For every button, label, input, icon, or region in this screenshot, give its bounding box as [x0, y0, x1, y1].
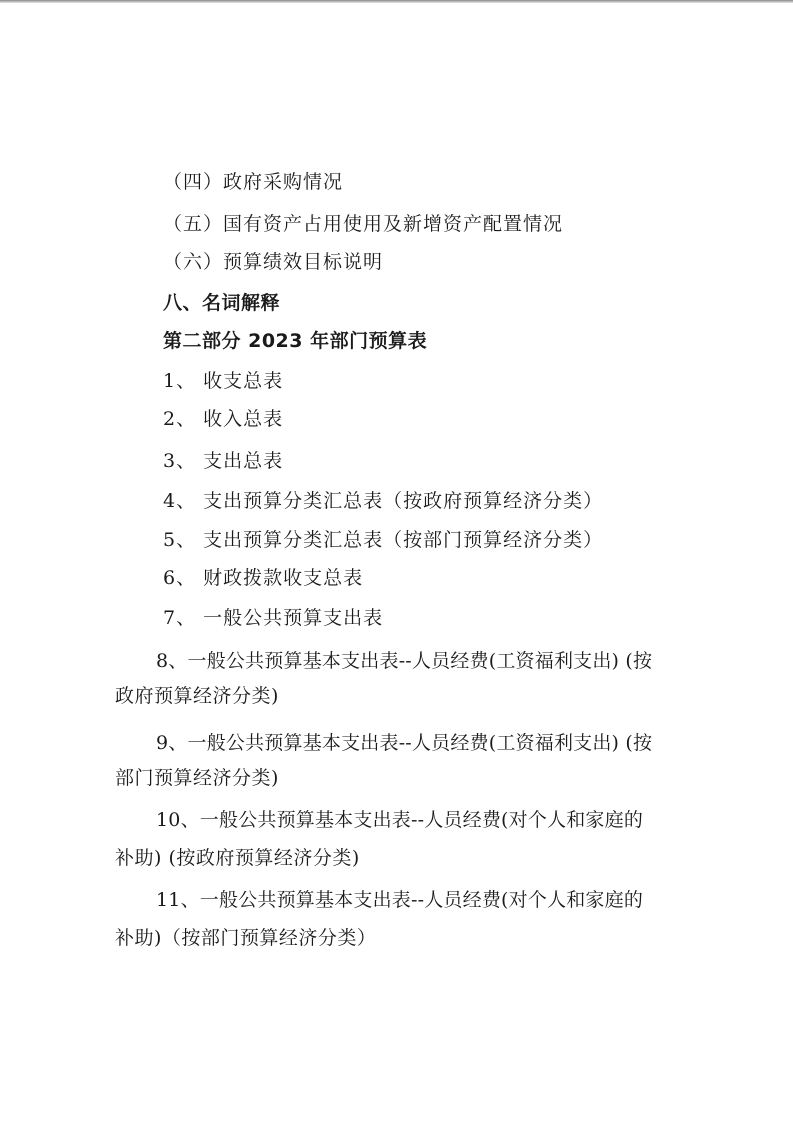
table-11-line-2: 补助)（按部门预算经济分类） — [115, 927, 377, 949]
part-two-heading: 第二部分 2023 年部门预算表 — [163, 330, 428, 352]
table-8-line-1: 8、一般公共预算基本支出表--人员经费(工资福利支出) (按 — [156, 650, 653, 672]
table-10-line-2: 补助) (按政府预算经济分类) — [115, 847, 360, 869]
item-performance-goals: （六）预算绩效目标说明 — [163, 251, 384, 273]
table-list-item: 3、 支出总表 — [163, 450, 284, 472]
table-list-item: 1、 收支总表 — [163, 370, 284, 392]
table-list-item: 2、 收入总表 — [163, 408, 284, 430]
table-10-line-1: 10、一般公共预算基本支出表--人员经费(对个人和家庭的 — [156, 809, 644, 831]
table-list-item: 7、 一般公共预算支出表 — [163, 607, 384, 629]
scan-top-edge — [0, 0, 793, 3]
table-11-line-1: 11、一般公共预算基本支出表--人员经费(对个人和家庭的 — [156, 889, 644, 911]
item-government-procurement: （四）政府采购情况 — [163, 171, 344, 193]
table-8-line-2: 政府预算经济分类) — [115, 685, 279, 707]
table-9-line-1: 9、一般公共预算基本支出表--人员经费(工资福利支出) (按 — [156, 732, 653, 754]
table-9-line-2: 部门预算经济分类) — [115, 767, 279, 789]
table-list-item: 5、 支出预算分类汇总表（按部门预算经济分类） — [163, 529, 604, 551]
table-list-item: 4、 支出预算分类汇总表（按政府预算经济分类） — [163, 490, 604, 512]
section-heading-glossary: 八、名词解释 — [163, 292, 281, 314]
table-list-item: 6、 财政拨款收支总表 — [163, 567, 364, 589]
item-state-assets: （五）国有资产占用使用及新增资产配置情况 — [163, 213, 564, 235]
